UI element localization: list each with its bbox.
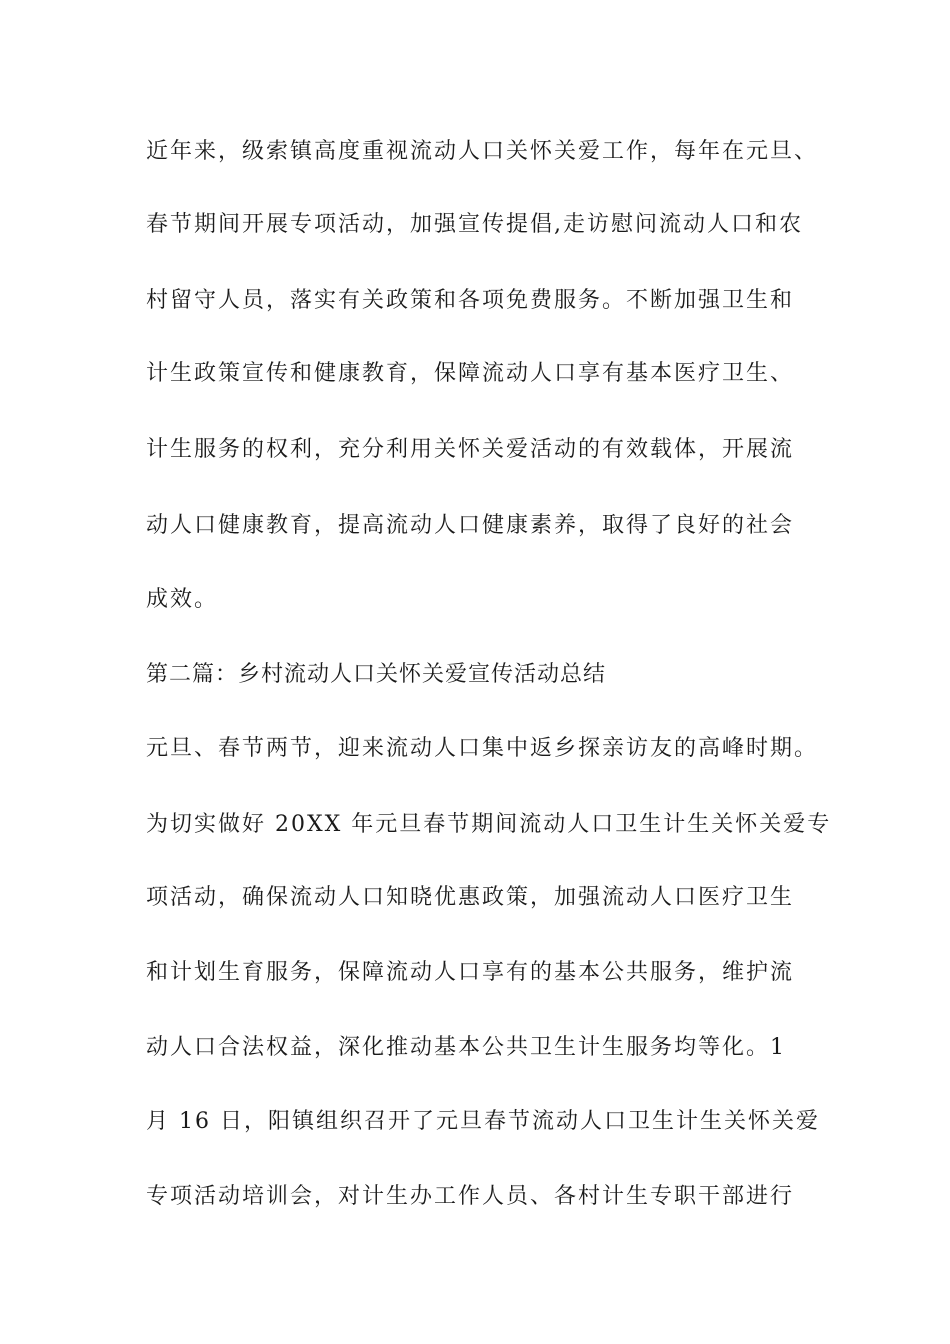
paragraph-1-line-7: 成效。 <box>146 587 219 612</box>
paragraph-2-line-5: 动人口合法权益，深化推动基本公共卫生计生服务均等化。1 <box>146 1035 786 1060</box>
paragraph-1-line-1: 近年来，级索镇高度重视流动人口关怀关爱工作，每年在元旦、 <box>146 139 819 164</box>
paragraph-2-line-6: 月 16 日，阳镇组织召开了元旦春节流动人口卫生计生关怀关爱 <box>146 1109 820 1134</box>
paragraph-1-line-6: 动人口健康教育，提高流动人口健康素养，取得了良好的社会 <box>146 513 795 538</box>
paragraph-2-line-1: 元旦、春节两节，迎来流动人口集中返乡探亲访友的高峰时期。 <box>146 736 819 761</box>
section-heading: 第二篇：乡村流动人口关怀关爱宣传活动总结 <box>146 662 607 687</box>
paragraph-2-line-2: 为切实做好 20XX 年元旦春节期间流动人口卫生计生关怀关爱专 <box>146 812 832 837</box>
paragraph-2-line-3: 项活动，确保流动人口知晓优惠政策，加强流动人口医疗卫生 <box>146 885 795 910</box>
paragraph-2-line-4: 和计划生育服务，保障流动人口享有的基本公共服务，维护流 <box>146 960 795 985</box>
paragraph-1-line-3: 村留守人员，落实有关政策和各项免费服务。不断加强卫生和 <box>146 288 795 313</box>
paragraph-1-line-2: 春节期间开展专项活动，加强宣传提倡,走访慰问流动人口和农 <box>146 212 803 237</box>
paragraph-1-line-4: 计生政策宣传和健康教育，保障流动人口享有基本医疗卫生、 <box>146 361 795 386</box>
paragraph-2-line-7: 专项活动培训会，对计生办工作人员、各村计生专职干部进行 <box>146 1184 795 1209</box>
paragraph-1-line-5: 计生服务的权利，充分利用关怀关爱活动的有效载体，开展流 <box>146 437 795 462</box>
